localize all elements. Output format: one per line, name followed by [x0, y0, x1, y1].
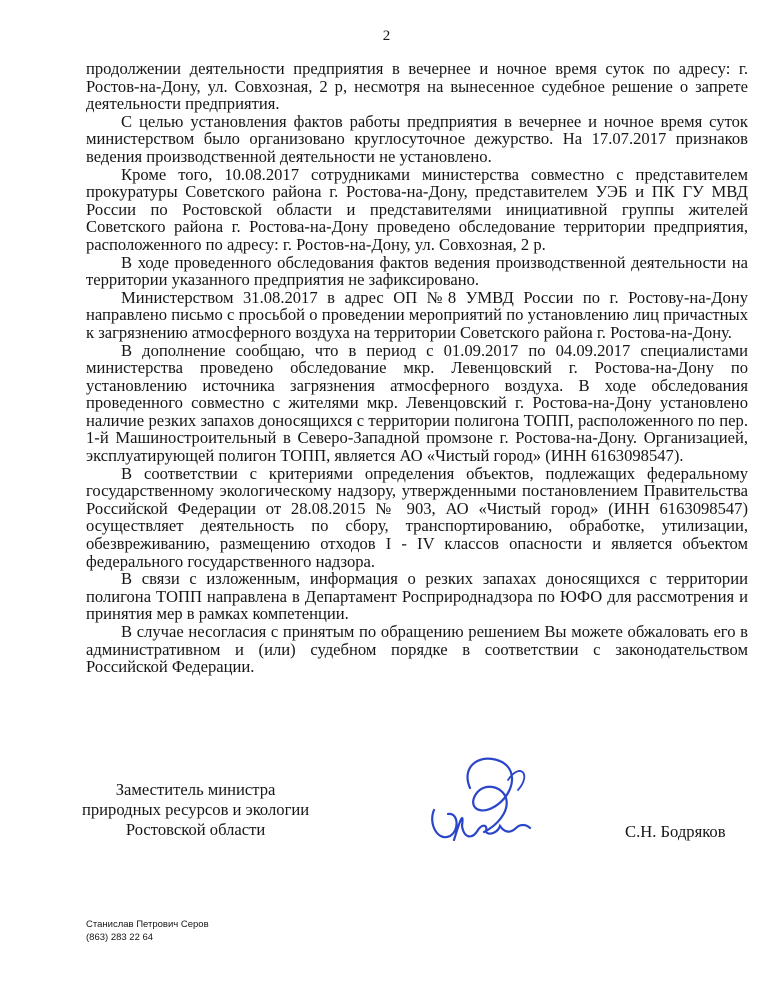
- paragraph-federal-supervision: В соответствии с критериями определения объектов, подлежащих федеральному государственному экологическому надзору, утвержденными постановлением Правительства Российской Федерации от 28.08.2015 № 903, АО «Чистый город» (ИНН 6163098547) осуществляет деятельность по сбору, транспортированию, обработке, утилизации, обезвреживанию, размещению отходов I - IV классов опасности и является объектом федерального государственного надзора.: [86, 463, 748, 571]
- page-number: 2: [382, 28, 391, 44]
- paragraph-referral: В связи с изложенным, информация о резких запахах доносящихся с территории полигона ТОПП направлена в Департамент Росприроднадзора по ЮФО для рассмотрения и принятия мер в рамках компетенции.: [86, 569, 748, 624]
- paragraph-inspection-result: В ходе проведенного обследования фактов ведения производственной деятельности на территории указанного предприятия не зафиксировано.: [86, 252, 748, 290]
- paragraph-inspection: Кроме того, 10.08.2017 сотрудниками министерства совместно с представителем прокуратуры Советского района г. Ростова-на-Дону, представителем УЭБ и ПК ГУ МВД России по Ростовской области и представителями инициативной группы жителей Советского района г. Ростова-на-Дону проведено обследование территории предприятия, расположенного по адресу: г. Ростов-на-Дону, ул. Совхозная, 2 р.: [86, 164, 748, 254]
- signatory-title-line: природных ресурсов и экологии: [82, 800, 310, 819]
- signatory-title: [82, 780, 309, 840]
- paragraph-leventsovsky: В дополнение сообщаю, что в период с 01.09.2017 по 04.09.2017 специалистами министерства проведено обследование мкр. Левенцовский г. Ростова-на-Дону по установлению источника загрязнения атмосферного воздуха. В ходе обследования проведенного совместно с жителями мкр. Левенцовский г. Ростова-на-Дону установлено наличие резких запахов доносящихся с территории полигона ТОПП, расположенного по пер. 1-й Машиностроительный в Северо-Западной промзоне г. Ростова-на-Дону. Организацией, эксплуатирующей полигон ТОПП, является АО «Чистый город» (ИНН 6163098547).: [86, 340, 748, 466]
- executor-name: Станислав Петрович Серов: [86, 919, 209, 930]
- handwritten-signature: [420, 740, 540, 855]
- letter-body: [86, 60, 748, 676]
- paragraph-police-letter: Министерством 31.08.2017 в адрес ОП №8 УМВД России по г. Ростову-на-Дону направлено письмо с просьбой о проведении мероприятий по установлению лиц причастных к загрязнению атмосферного воздуха на территории Советского района г. Ростова-на-Дону.: [86, 287, 748, 342]
- signatory-title-line: Ростовской области: [125, 820, 266, 839]
- paragraph-duty: С целью установления фактов работы предприятия в вечернее и ночное время суток министерством было организовано круглосуточное дежурство. На 17.07.2017 признаков ведения производственной деятельности не установлено.: [86, 111, 748, 166]
- executor-phone: (863) 283 22 64: [86, 932, 154, 943]
- signatory-title-line: Заместитель министра: [115, 780, 276, 799]
- executor-contact: [86, 918, 209, 944]
- paragraph-appeal: В случае несогласия с принятым по обращению решением Вы можете обжаловать его в административном и (или) судебном порядке в соответствии с законодательством Российской Федерации.: [86, 622, 748, 677]
- paragraph-continuation: продолжении деятельности предприятия в вечернее и ночное время суток по адресу: г. Ростов-на-Дону, ул. Совхозная, 2 р, несмотря на вынесенное судебное решение о запрете деятельности предприятия.: [86, 59, 748, 114]
- signer-name: С.Н. Бодряков: [625, 822, 726, 841]
